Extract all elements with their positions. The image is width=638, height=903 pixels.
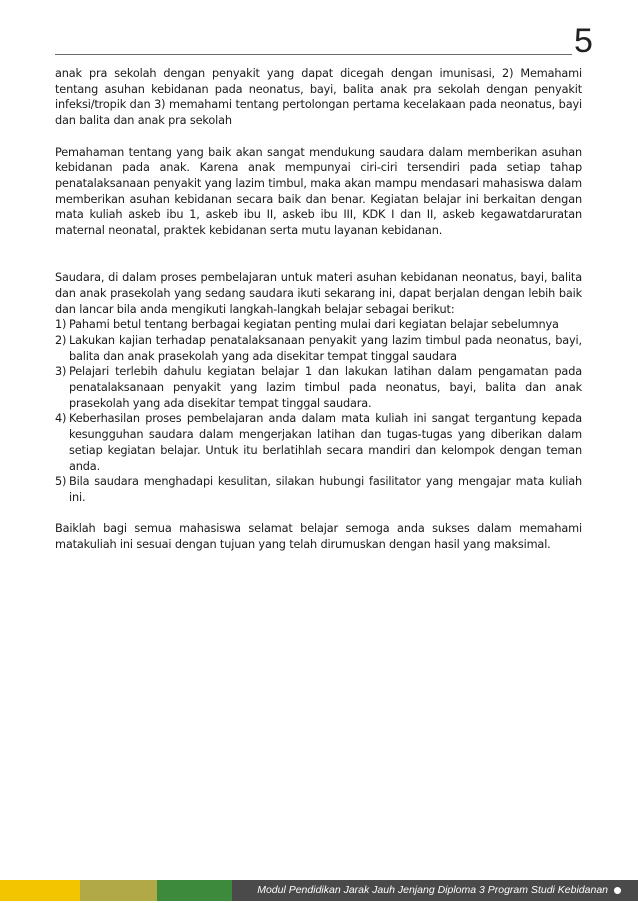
footer-green-block — [157, 880, 232, 901]
footer-title: Modul Pendidikan Jarak Jauh Jenjang Diploma 3 Program Studi Kebidanan — [257, 884, 608, 896]
list-item: 2) Lakukan kajian terhadap penatalaksanaan penyakit yang lazim timbul pada neonatus, bayi, balita dan anak prasekolah yang ada disekitar tempat tinggal saudara — [55, 333, 582, 363]
footer-bar — [0, 880, 638, 901]
closing-paragraph: Baiklah bagi semua mahasiswa selamat belajar semoga anda sukses dalam memahami matakuliah ini sesuai dengan tujuan yang telah dirumuskan dengan hasil yang maksimal. — [55, 522, 582, 552]
header-rule — [55, 54, 572, 55]
footer-yellow-block — [0, 880, 80, 901]
saudara-paragraph: Saudara, di dalam proses pembelajaran untuk materi asuhan kebidanan neonatus, bayi, balita dan anak prasekolah yang sedang saudara ikuti sekarang ini, dapat berjalan dengan lebih baik dan lancar bila anda mengikuti langkah-langkah belajar sebagai berikut: — [55, 271, 582, 316]
page-number: 5 — [574, 22, 593, 60]
list-item: 3) Pelajari terlebih dahulu kegiatan belajar 1 dan lakukan latihan dalam pengamatan pada penatalaksanaan penyakit yang lazim timbul pada neonatus, bayi, balita dan anak prasekolah yang ada disekitar tempat tinggal saudara. — [55, 365, 582, 410]
footer-olive-block — [80, 880, 157, 901]
intro-paragraph: anak pra sekolah dengan penyakit yang dapat dicegah dengan imunisasi, 2) Memahami tentang asuhan kebidanan pada neonatus, bayi, balita anak pra sekolah dengan penyakit infeksi/tropik dan 3) memahami tentang pertolongan pertama kecelakaan pada neonatus, bayi dan balita dan anak pra sekolah — [55, 67, 582, 128]
footer-gray-block — [232, 880, 638, 901]
learning-steps-list — [55, 317, 582, 505]
pemahaman-paragraph: Pemahaman tentang yang baik akan sangat mendukung saudara dalam memberikan asuhan kebidanan pada anak. Karena anak mempunyai ciri-ciri tersendiri pada setiap tahap penatalaksanaan penyakit yang lazim timbul, maka akan mampu mendasari mahasiswa dalam memberikan asuhan kebidanan secara baik dan benar. Kegiatan belajar ini berkaitan dengan mata kuliah askeb ibu 1, askeb ibu II, askeb ibu III, KDK I dan II, askeb kegawatdaruratan maternal neonatal, praktek kebidanan serta mutu layanan kebidanan. — [55, 145, 582, 238]
list-item: 5) Bila saudara menghadapi kesulitan, silakan hubungi fasilitator yang mengajar mata kuliah ini. — [55, 475, 582, 504]
list-item: 4) Keberhasilan proses pembelajaran anda dalam mata kuliah ini sangat tergantung kepada kesungguhan saudara dalam mengerjakan latihan dan tugas-tugas yang diberikan dalam setiap kegiatan belajar. Untuk itu berlatihlah secara mandiri dan kelompok dengan teman anda. — [55, 412, 582, 473]
footer-dot-icon — [614, 887, 621, 894]
list-item: 1) Pahami betul tentang berbagai kegiatan penting mulai dari kegiatan belajar sebelumnya — [55, 318, 559, 332]
page-content — [55, 66, 582, 553]
